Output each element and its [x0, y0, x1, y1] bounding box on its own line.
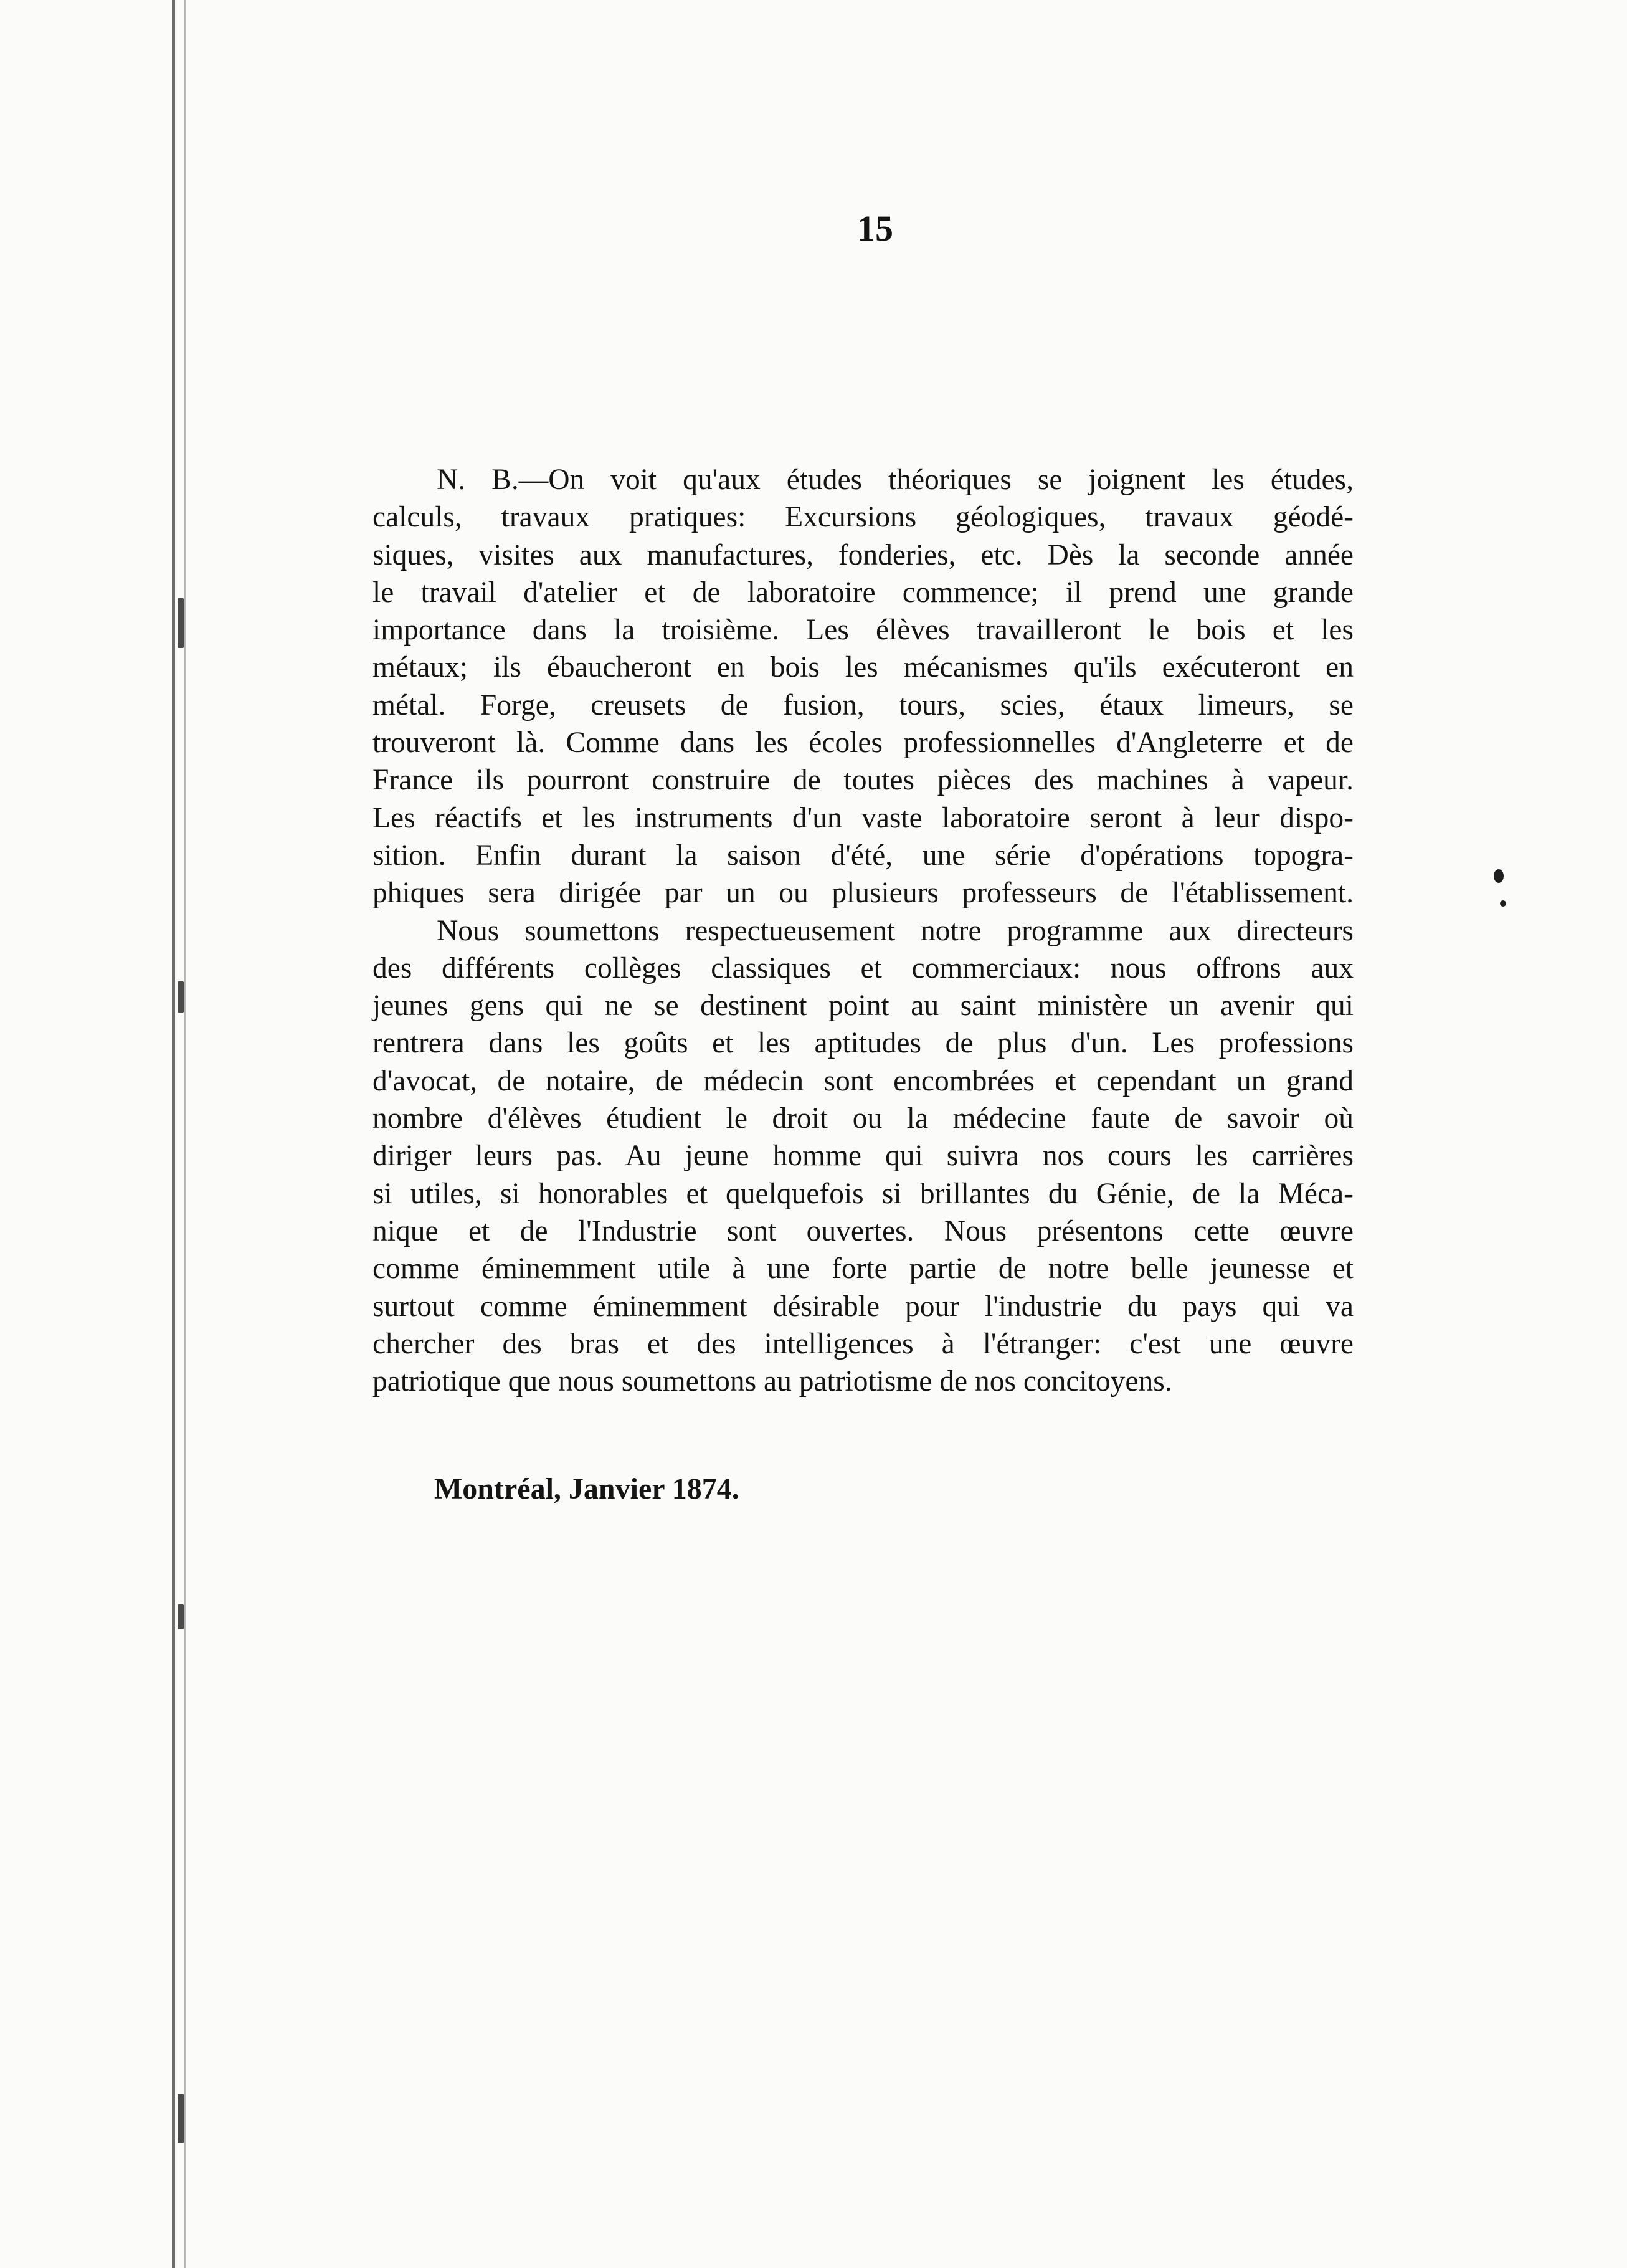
text-line: rentrera dans les goûts et les aptitudes de plus d'un. Les professions	[372, 1027, 1354, 1060]
text-line: trouveront là. Comme dans les écoles professionnelles d'Angleterre et de	[372, 727, 1354, 760]
page-number: 15	[857, 208, 893, 249]
text-line: diriger leurs pas. Au jeune homme qui suivra nos cours les carrières	[372, 1140, 1354, 1173]
text-line: surtout comme éminemment désirable pour l'industrie du pays qui va	[372, 1290, 1354, 1323]
binding-thread-mark	[178, 981, 184, 1012]
closing-paragraph	[372, 912, 1354, 1401]
text-line: N. B.—On voit qu'aux études théoriques se joignent les études,	[437, 464, 1354, 496]
text-line: importance dans la troisième. Les élèves travailleront le bois et les	[372, 614, 1354, 647]
text-line: si utiles, si honorables et quelquefois si brillantes du Génie, de la Méca-	[372, 1177, 1354, 1210]
text-line: métaux; ils ébaucheront en bois les mécanismes qu'ils exécuteront en	[372, 651, 1354, 684]
ink-speck	[1500, 900, 1506, 907]
text-line: calculs, travaux pratiques: Excursions géologiques, travaux géodé-	[372, 501, 1354, 534]
text-line: patriotique que nous soumettons au patriotisme de nos concitoyens.	[372, 1365, 1172, 1398]
place-and-date: Montréal, Janvier 1874.	[434, 1472, 739, 1505]
binding-edge-line	[172, 0, 175, 2268]
text-line: d'avocat, de notaire, de médecin sont encombrées et cependant un grand	[372, 1064, 1354, 1097]
text-line: chercher des bras et des intelligences à l'étranger: c'est une œuvre	[372, 1327, 1354, 1360]
ink-speck	[1494, 869, 1504, 883]
binding-thread-mark	[178, 2094, 184, 2143]
text-line: jeunes gens qui ne se destinent point au saint ministère un avenir qui	[372, 989, 1354, 1022]
text-line: Nous soumettons respectueusement notre programme aux directeurs	[437, 914, 1354, 947]
text-line: comme éminemment utile à une forte partie de notre belle jeunesse et	[372, 1252, 1354, 1285]
text-line: Les réactifs et les instruments d'un vaste laboratoire seront à leur dispo-	[372, 801, 1354, 834]
body-text	[372, 461, 1354, 1400]
text-line: nombre d'élèves étudient le droit ou la médecine faute de savoir où	[372, 1102, 1354, 1135]
text-line: métal. Forge, creusets de fusion, tours, scies, étaux limeurs, se	[372, 688, 1354, 722]
text-line: le travail d'atelier et de laboratoire commence; il prend une grande	[372, 576, 1354, 609]
text-line: des différents collèges classiques et commerciaux: nous offrons aux	[372, 951, 1354, 984]
text-line: nique et de l'Industrie sont ouvertes. Nous présentons cette œuvre	[372, 1214, 1354, 1247]
binding-thread-mark	[178, 1604, 184, 1629]
text-line: phiques sera dirigée par un ou plusieurs professeurs de l'établissement.	[372, 877, 1354, 910]
text-line: siques, visites aux manufactures, fonderies, etc. Dès la seconde année	[372, 538, 1354, 571]
binding-edge-line-inner	[184, 0, 186, 2268]
nb-paragraph	[372, 461, 1354, 912]
text-line: France ils pourront construire de toutes pièces des machines à vapeur.	[372, 764, 1354, 797]
text-line: sition. Enfin durant la saison d'été, une série d'opérations topogra-	[372, 839, 1354, 872]
binding-thread-mark	[178, 598, 184, 648]
